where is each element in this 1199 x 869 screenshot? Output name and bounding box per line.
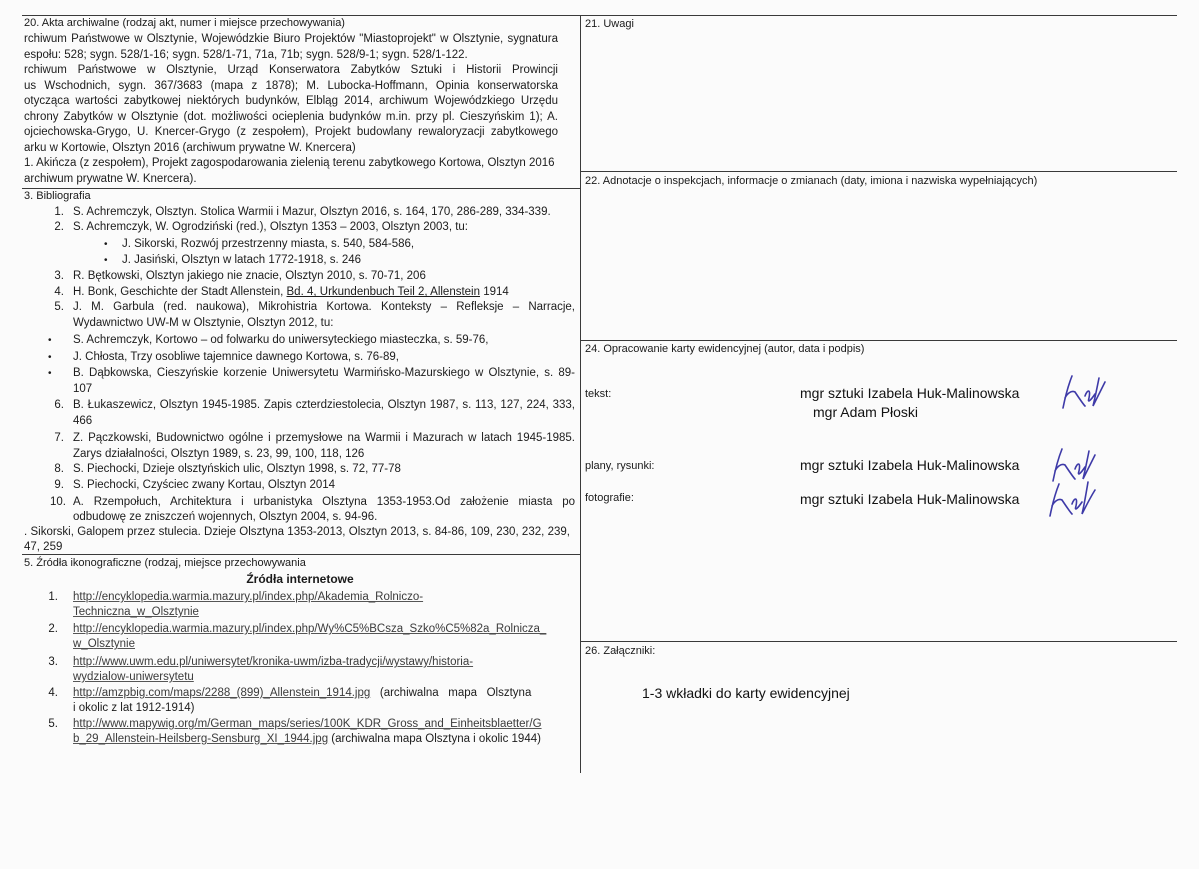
bibliography-entry: odbudowę ze zniszczeń wojennych, Olsztyn 2004, s. 94-96. xyxy=(73,511,378,523)
section-26-header: 26. Załączniki: xyxy=(585,645,656,657)
source-link[interactable]: http://amzpbig.com/maps/2288_(899)_Allenstein_1914.jpg xyxy=(73,687,371,699)
bullet-icon: • xyxy=(104,239,108,250)
author-name: mgr sztuki Izabela Huk-Malinowska xyxy=(800,491,1020,507)
bibliography-number: 8. xyxy=(54,463,64,475)
source-number: 2. xyxy=(48,623,58,635)
bibliography-number: 7. xyxy=(54,432,64,444)
row-label-plans: plany, rysunki: xyxy=(585,460,655,472)
archive-line: ojciechowska-Grygo, U. Knercer-Grygo (z zespołem), Projekt budowlany rewaloryzacji zabytkowego xyxy=(24,126,558,138)
entry-underlined: Bd. 4, Urkundenbuch Teil 2, Allenstein xyxy=(286,286,481,298)
archive-line: rchiwum Państwowe w Olsztynie, Wojewódzkie Biuro Projektów "Miastoprojekt" w Olsztynie, sygnatura xyxy=(24,33,558,45)
archive-line: rchiwum Państwowe w Olsztynie, Urząd Konserwatora Zabytków Sztuki i Historii Prowincji xyxy=(24,64,558,76)
archive-line: chrony Zabytków w Olsztynie (dot. możliwości ocieplenia budynków m.in. przy pl. Cieszyńskim 1); A. xyxy=(24,110,558,123)
divider-right-24 xyxy=(580,340,1177,341)
top-border xyxy=(22,15,1177,16)
row-label-text: tekst: xyxy=(585,388,612,400)
source-annotation: (archiwalna mapa Olsztyna i okolic 1944) xyxy=(328,733,541,745)
source-number: 3. xyxy=(48,656,58,668)
bibliography-entry: S. Achremczyk, Olsztyn. Stolica Warmii i Mazur, Olsztyn 2016, s. 164, 170, 286-289, 334-339. xyxy=(73,206,551,218)
section-22-header: 22. Adnotacje o inspekcjach, informacje o zmianach (daty, imiona i nazwiska wypełniających) xyxy=(585,175,1038,187)
archive-line: otycząca wartości zabytkowej niektórych budynków, Elbląg 2014, archiwum Wojewódzkiego Urzędu xyxy=(24,95,558,107)
source-number: 1. xyxy=(48,591,58,603)
divider-right-26 xyxy=(580,641,1177,642)
divider-left-25 xyxy=(22,554,580,555)
author-name: mgr Adam Płoski xyxy=(813,404,919,420)
source-annotation: i okolic z lat 1912-1914) xyxy=(73,702,195,714)
source-annotation: (archiwalna mapa Olsztyna xyxy=(370,687,532,699)
author-name: mgr sztuki Izabela Huk-Malinowska xyxy=(800,385,1020,401)
bullet-icon: • xyxy=(104,255,108,266)
source-line xyxy=(73,622,546,637)
bibliography-entry: B. Łukaszewicz, Olsztyn 1945-1985. Zapis czterdziestolecia, Olsztyn 1987, s. 113, 127, 224, 333, xyxy=(73,399,575,411)
source-link[interactable]: wydzialow-uniwersytetu xyxy=(73,671,194,683)
bullet-icon: • xyxy=(48,352,52,363)
bullet-icon: • xyxy=(48,368,52,379)
section-25-header: 5. Źródła ikonograficzne (rodzaj, miejsce przechowywania xyxy=(24,557,306,569)
source-link[interactable]: Techniczna_w_Olsztynie xyxy=(73,606,199,618)
source-line xyxy=(73,670,194,685)
bibliography-number: 10. xyxy=(50,496,66,508)
section-20-header: 20. Akta archiwalne (rodzaj akt, numer i miejsce przechowywania) xyxy=(24,17,345,29)
signature-mark xyxy=(1042,478,1100,520)
bibliography-entry: R. Bętkowski, Olsztyn jakiego nie znacie, Olsztyn 2010, s. 70-71, 206 xyxy=(73,270,426,282)
archive-line: us Wschodnich, sygn. 367/3683 (mapa z 1878); M. Lubocka-Hoffmann, Opinia konserwatorska xyxy=(24,79,558,92)
source-link[interactable]: http://encyklopedia.warmia.mazury.pl/index.php/Wy%C5%BCsza_Szko%C5%82a_Rolnicza_ xyxy=(73,623,547,635)
bibliography-number: 5. xyxy=(54,301,64,313)
bibliography-number: 3. xyxy=(54,270,64,282)
bullet-icon: • xyxy=(48,335,52,346)
signature-mark xyxy=(1055,372,1110,412)
source-number: 4. xyxy=(48,687,58,699)
section-25-subtitle: Źródła internetowe xyxy=(246,572,354,586)
bibliography-entry: S. Achremczyk, W. Ogrodziński (red.), Olsztyn 1353 – 2003, Olsztyn 2003, tu: xyxy=(73,221,468,233)
divider-right-22 xyxy=(580,171,1177,172)
archive-line: arku w Kortowie, Olsztyn 2016 (archiwum prywatne W. Knercera) xyxy=(24,141,356,154)
bibliography-tail-line-1: . Sikorski, Galopem przez stulecia. Dzieje Olsztyna 1353-2013, Olsztyn 2013, s. 84-86, 109, 230, 232, 239, xyxy=(24,526,570,538)
bibliography-entry: Z. Pączkowski, Budownictwo ogólne i przemysłowe na Warmii i Mazurach w latach 1945-1985. xyxy=(73,432,575,444)
source-link[interactable]: b_29_Allenstein-Heilsberg-Sensburg_XI_1944.jpg xyxy=(73,733,329,745)
bibliography-number: 9. xyxy=(54,479,64,491)
source-link[interactable]: http://encyklopedia.warmia.mazury.pl/index.php/Akademia_Rolniczo- xyxy=(73,591,424,603)
source-link[interactable]: http://www.uwm.edu.pl/uniwersytet/kronika-uwm/izba-tradycji/wystawy/historia- xyxy=(73,656,474,668)
bibliography-entry: B. Dąbkowska, Cieszyńskie korzenie Uniwersytetu Warmińsko-Mazurskiego w Olsztynie, s. 89- xyxy=(73,367,575,379)
source-line xyxy=(73,655,473,670)
source-line xyxy=(73,605,199,620)
bibliography-entry: Wydawnictwo UW-M w Olsztynie, Olsztyn 2012, tu: xyxy=(73,317,334,329)
bibliography-entry: J. M. Garbula (red. naukowa), Mikrohistria Kortowa. Konteksty – Refleksje – Narracje, xyxy=(73,301,575,313)
section-24-header: 24. Opracowanie karty ewidencyjnej (autor, data i podpis) xyxy=(585,343,865,355)
bibliography-number: 1. xyxy=(54,206,64,218)
bibliography-entry: S. Piechocki, Czyściec zwany Kortau, Olsztyn 2014 xyxy=(73,479,336,491)
bibliography-entry xyxy=(73,285,509,300)
source-line xyxy=(73,732,541,747)
row-label-photos: fotografie: xyxy=(585,492,634,504)
source-line xyxy=(73,686,531,701)
entry-text: H. Bonk, Geschichte der Stadt Allenstein, xyxy=(73,286,287,298)
source-link[interactable]: w_Olsztynie xyxy=(73,638,135,650)
bibliography-entry: S. Piechocki, Dzieje olsztyńskich ulic, Olsztyn 1998, s. 72, 77-78 xyxy=(73,463,401,475)
source-line xyxy=(73,637,135,652)
source-line xyxy=(73,717,542,732)
bibliography-entry: J. Chłosta, Trzy osobliwe tajemnice dawnego Kortowa, s. 76-89, xyxy=(73,351,399,363)
archive-line: archiwum prywatne W. Knercera). xyxy=(24,172,197,185)
source-line xyxy=(73,701,194,716)
bibliography-entry: J. Sikorski, Rozwój przestrzenny miasta, s. 540, 584-586, xyxy=(122,238,415,250)
column-divider xyxy=(580,15,581,773)
entry-text: 1914 xyxy=(480,286,509,298)
bibliography-number: 4. xyxy=(54,286,64,298)
section-21-header: 21. Uwagi xyxy=(585,18,634,30)
bibliography-entry: S. Achremczyk, Kortowo – od folwarku do uniwersyteckiego miasteczka, s. 59-76, xyxy=(73,334,489,346)
bibliography-number: 2. xyxy=(54,221,64,233)
archive-line: 1. Akińcza (z zespołem), Projekt zagospodarowania zielenią terenu zabytkowego Kortowa, Olsztyn 2016 xyxy=(24,157,555,169)
bibliography-entry: 466 xyxy=(73,415,93,427)
bibliography-number: 6. xyxy=(54,399,64,411)
source-link[interactable]: http://www.mapywig.org/m/German_maps/series/100K_KDR_Gross_and_Einheitsblaetter/G xyxy=(73,718,542,730)
author-name: mgr sztuki Izabela Huk-Malinowska xyxy=(800,457,1020,473)
bibliography-entry: J. Jasiński, Olsztyn w latach 1772-1918, s. 246 xyxy=(122,254,362,266)
attachments-content: 1-3 wkładki do karty ewidencyjnej xyxy=(642,685,850,701)
bibliography-entry: 107 xyxy=(73,383,93,395)
section-23-header: 3. Bibliografia xyxy=(24,190,91,202)
source-number: 5. xyxy=(48,718,58,730)
bibliography-entry: Zarys działalności, Olsztyn 1989, s. 23, 99, 100, 118, 126 xyxy=(73,448,365,460)
archive-line: espołu: 528; sygn. 528/1-16; sygn. 528/1-71, 71a, 71b; sygn. 528/9-1; sygn. 528/1-122. xyxy=(24,48,468,61)
divider-left-23 xyxy=(22,188,580,189)
source-line xyxy=(73,590,423,605)
bibliography-tail-line-2: 47, 259 xyxy=(24,541,63,553)
bibliography-entry: A. Rzempołuch, Architektura i urbanistyka Olsztyna 1353-1953.Od założenie miasta po xyxy=(73,496,575,508)
